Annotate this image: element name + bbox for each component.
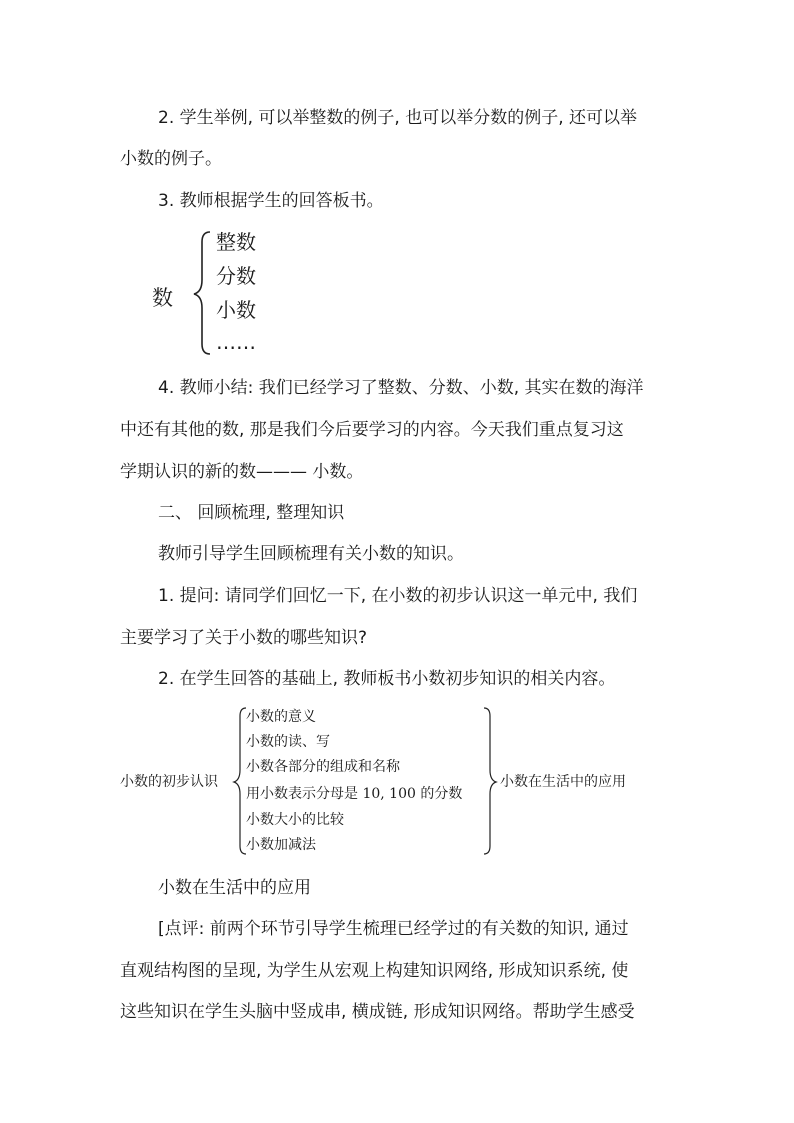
diagram-item: 分数 [216,264,256,288]
paragraph-line: 小数的例子。 [120,149,222,169]
diagram-result-label: 小数在生活中的应用 [500,774,626,790]
comment-line: 这些知识在学生头脑中竖成串, 横成链, 形成知识网络。帮助学生感受 [120,1002,635,1022]
knowledge-structure-diagram [118,704,678,860]
diagram-item: …… [216,330,256,354]
paragraph-line: 学期认识的新的数——— 小数。 [120,462,364,482]
diagram-item: 小数大小的比较 [246,812,344,828]
diagram-item: 小数的读、写 [246,734,330,750]
paragraph-line: 主要学习了关于小数的哪些知识? [120,628,368,648]
paragraph-line: 教师引导学生回顾梳理有关小数的知识。 [158,544,464,564]
paragraph-line: 3. 教师根据学生的回答板书。 [158,191,384,211]
comment-line: [点评: 前两个环节引导学生梳理已经学过的有关数的知识, 通过 [158,919,629,939]
diagram-item: 小数 [216,298,256,322]
section-heading: 二、 回顾梳理, 整理知识 [158,503,345,523]
diagram-item: 整数 [216,230,256,254]
diagram-item: 用小数表示分母是 10, 100 的分数 [246,786,463,802]
paragraph-line: 4. 教师小结: 我们已经学习了整数、分数、小数, 其实在数的海洋 [158,378,644,398]
paragraph-line: 2. 在学生回答的基础上, 教师板书小数初步知识的相关内容。 [158,669,616,689]
diagram-root-label: 数 [152,286,173,310]
paragraph-line: 2. 学生举例, 可以举整数的例子, 也可以举分数的例子, 还可以举 [158,108,638,128]
paragraph-line: 中还有其他的数, 那是我们今后要学习的内容。今天我们重点复习这 [120,420,624,440]
paragraph-line: 小数在生活中的应用 [158,878,311,898]
diagram-item: 小数各部分的组成和名称 [246,759,400,775]
comment-line: 直观结构图的呈现, 为学生从宏观上构建知识网络, 形成知识系统, 使 [120,961,629,981]
number-classification-diagram [140,228,340,358]
diagram-root-label: 小数的初步认识 [120,774,218,790]
diagram-item: 小数的意义 [246,709,316,725]
diagram-item: 小数加减法 [246,837,316,853]
paragraph-line: 1. 提问: 请同学们回忆一下, 在小数的初步认识这一单元中, 我们 [158,586,638,606]
